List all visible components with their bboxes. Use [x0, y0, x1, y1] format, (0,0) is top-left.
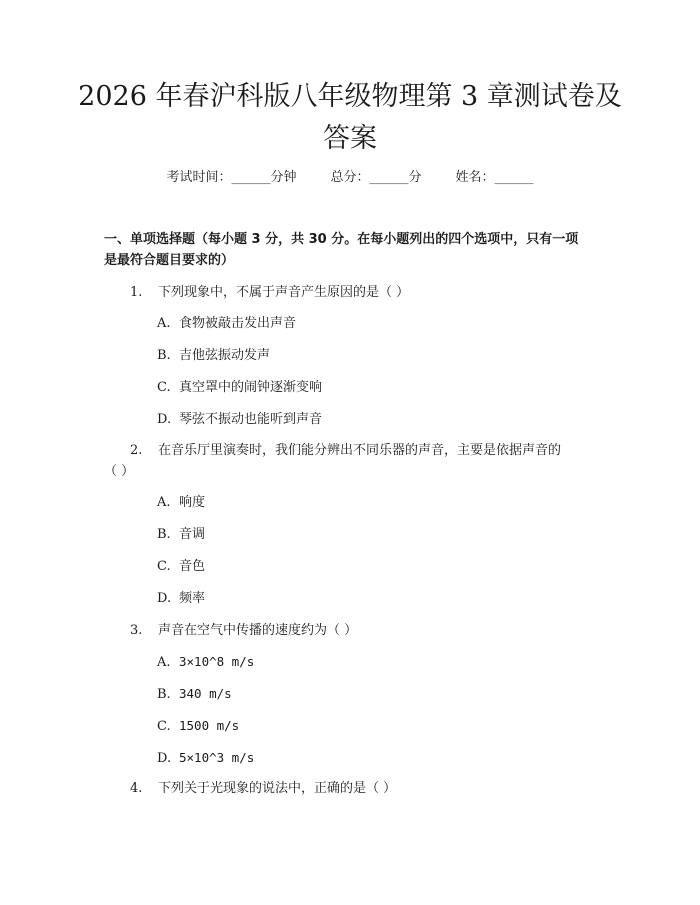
question-1-option-c — [157, 378, 322, 398]
question-3-option-d — [157, 748, 254, 769]
option-text: 琴弦不振动也能听到声音 — [179, 412, 323, 427]
option-letter: B. — [157, 687, 171, 702]
option-text: 食物被敲击发出声音 — [179, 316, 297, 331]
question-text: 声音在空气中传播的速度约为（ ） — [158, 623, 358, 638]
option-text: 音色 — [179, 559, 206, 574]
option-text: 响度 — [179, 495, 206, 510]
question-3-option-b — [157, 684, 232, 705]
question-text: 下列关于光现象的说法中，正确的是（ ） — [158, 781, 397, 796]
section-heading-line-1: 一、单项选择题（每小题 3 分，共 30 分。在每小题列出的四个选项中，只有一项 — [104, 232, 579, 247]
question-text: 在音乐厅里演奏时，我们能分辨出不同乐器的声音，主要是依据声音的 — [158, 443, 562, 458]
option-text: 3×10^8 m/s — [179, 654, 255, 669]
option-letter: B. — [157, 527, 171, 542]
question-2-option-a — [157, 493, 205, 513]
option-text: 1500 m/s — [179, 718, 240, 733]
option-letter: B. — [157, 348, 171, 363]
option-text: 真空罩中的闹钟逐渐变响 — [179, 380, 323, 395]
question-1-option-d — [157, 410, 322, 430]
option-letter: D. — [157, 751, 172, 766]
question-1-option-b — [157, 346, 270, 366]
question-2 — [104, 440, 604, 482]
option-letter: C. — [157, 719, 171, 734]
question-text: 下列现象中，不属于声音产生原因的是（ ） — [158, 285, 410, 300]
title-line-1: 2026 年春沪科版八年级物理第 3 章测试卷及 — [78, 81, 622, 112]
option-letter: C. — [157, 559, 171, 574]
question-1-option-a — [157, 314, 296, 334]
exam-time-field: 考试时间：______分钟 — [166, 170, 297, 185]
exam-meta — [0, 168, 700, 188]
option-letter: A. — [157, 495, 171, 510]
document-title — [60, 76, 640, 160]
question-number: 3. — [130, 623, 143, 638]
question-3-option-a — [157, 652, 254, 673]
question-3-option-c — [157, 716, 239, 737]
option-text: 5×10^3 m/s — [179, 750, 255, 765]
option-letter: A. — [157, 655, 171, 670]
section-heading — [104, 229, 604, 271]
option-text: 音调 — [179, 527, 206, 542]
question-number: 1. — [130, 285, 143, 300]
question-number: 4. — [130, 781, 143, 796]
question-number: 2. — [130, 443, 143, 458]
question-1 — [104, 282, 604, 303]
name-field: 姓名：______ — [455, 170, 534, 185]
option-letter: C. — [157, 380, 171, 395]
question-2-option-d — [157, 589, 205, 609]
question-2-option-c — [157, 557, 205, 577]
section-heading-line-2: 是最符合题目要求的） — [104, 253, 235, 268]
question-4 — [104, 778, 604, 799]
option-letter: D. — [157, 412, 172, 427]
question-3 — [104, 620, 604, 641]
total-score-field: 总分：______分 — [330, 170, 422, 185]
option-text: 340 m/s — [179, 686, 232, 701]
title-line-2: 答案 — [323, 123, 377, 154]
option-text: 频率 — [179, 591, 206, 606]
option-text: 吉他弦振动发声 — [179, 348, 271, 363]
question-2-option-b — [157, 525, 205, 545]
option-letter: A. — [157, 316, 171, 331]
question-text-continued: （ ） — [104, 464, 135, 479]
option-letter: D. — [157, 591, 172, 606]
